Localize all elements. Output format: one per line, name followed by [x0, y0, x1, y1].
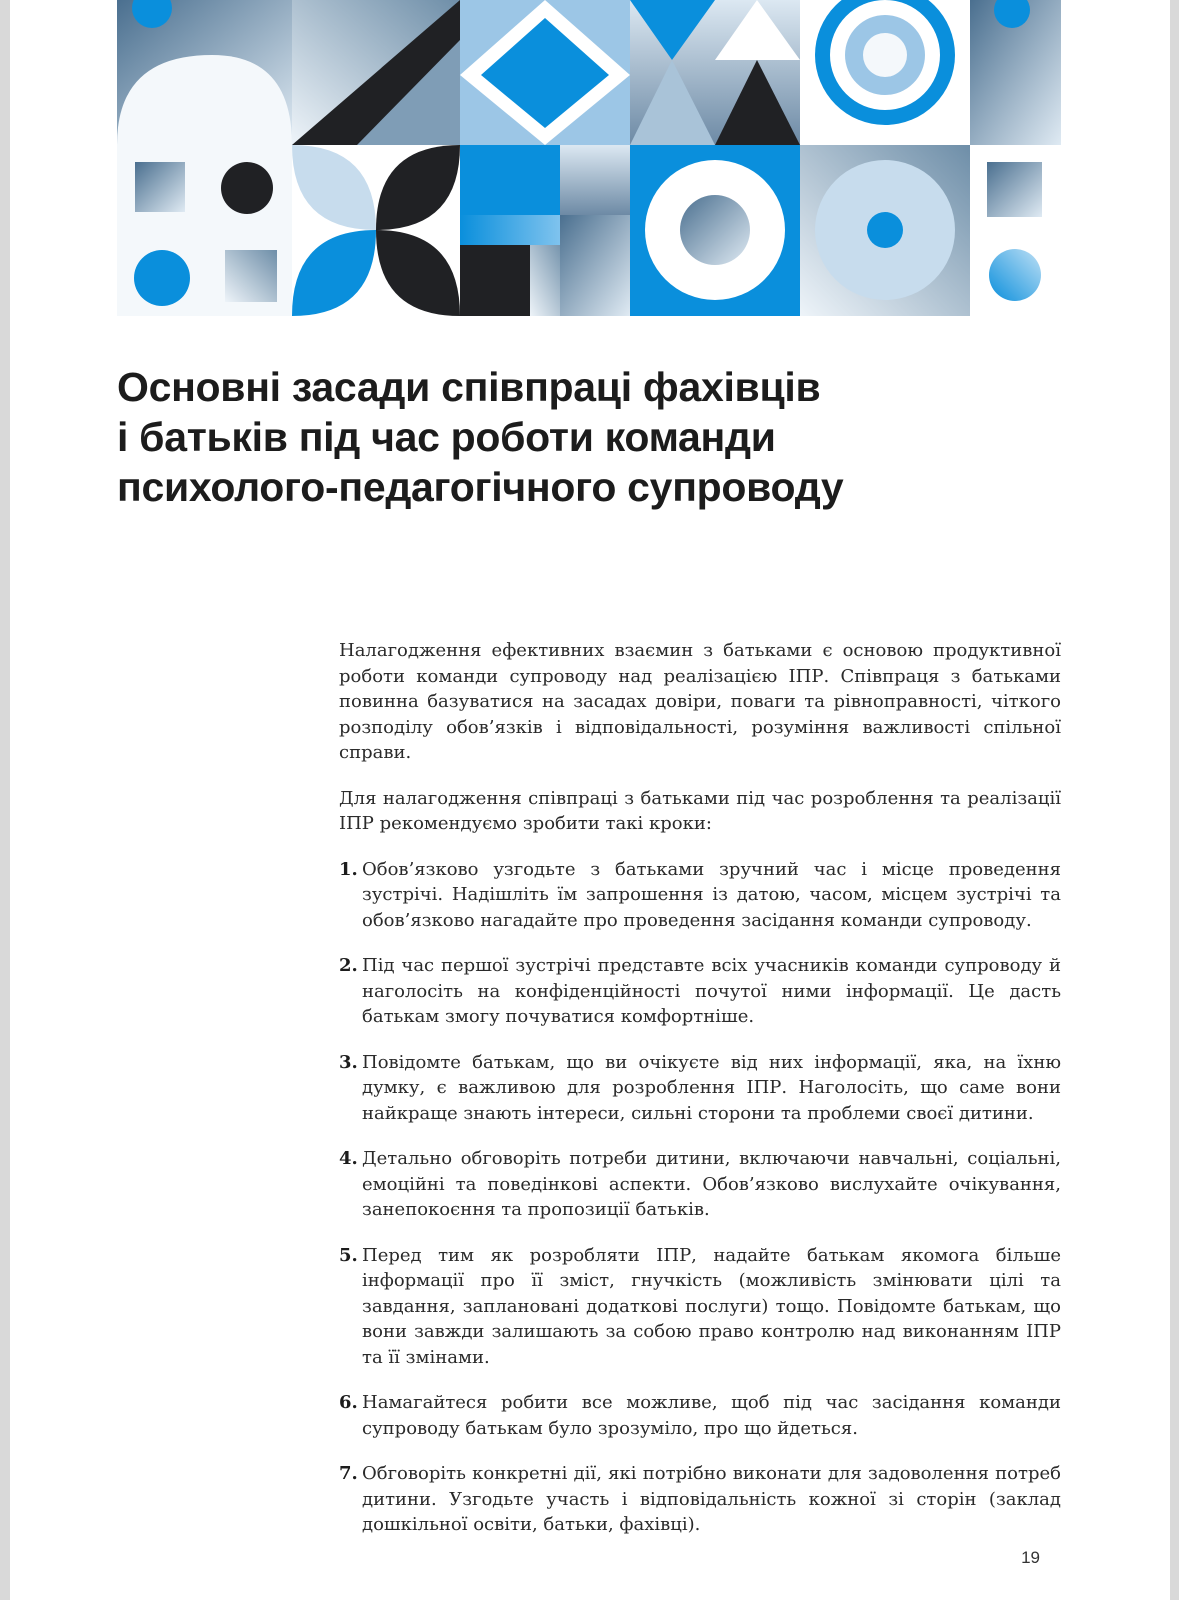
intro-paragraph: Налагодження ефективних взаємин з батьками є основою продуктивної роботи команди супроводу над реалізацією ІПР. Співпраця з батьками повинна базуватися на засадах довіри, поваги та рівноправності, чіткого розподілу обов’язків і відповідальності, розуміння важливості спільної справи. — [339, 640, 1061, 763]
geometric-banner-illustration — [117, 0, 1061, 316]
title-line: і батьків під час роботи команди — [117, 414, 776, 460]
list-item-text: Детально обговоріть потреби дитини, включаючи навчальні, соціальні, емоційні та поведінкові аспекти. Обов’язково вислухайте очікування, занепокоєння та пропозиції батьків. — [362, 1148, 1061, 1220]
document-page — [10, 0, 1170, 1600]
list-item-text: Намагайтеся робити все можливе, щоб під час засідання команди супроводу батькам було зрозуміло, про що йдеться. — [362, 1392, 1061, 1439]
list-item-number: 7. — [339, 1463, 358, 1484]
list-item-number: 3. — [339, 1051, 358, 1073]
list-item-number: 6. — [339, 1392, 358, 1413]
page-number: 19 — [1021, 1548, 1040, 1567]
list-item — [339, 1243, 1061, 1371]
list-item-text: Обговоріть конкретні дії, які потрібно виконати для задоволення потреб дитини. Узгодьте участь і відповідальність кожної зі сторін (заклад дошкільної освіти, батьки, фахівці). — [362, 1463, 1061, 1535]
title-line: Основні засади співпраці фахівців — [117, 364, 821, 410]
list-item-text: Обов’язково узгодьте з батьками зручний час і місце проведення зустрічі. Надішліть їм запрошення із датою, часом, місцем зустрічі та обов’язково нагадайте про проведення засідання команди супроводу. — [362, 858, 1061, 931]
steps-list — [339, 857, 1061, 1538]
list-item-number: 5. — [339, 1244, 358, 1266]
page-title — [117, 362, 1017, 512]
list-item — [339, 1146, 1061, 1223]
list-item — [339, 953, 1061, 1030]
list-item — [339, 1050, 1061, 1127]
list-item-number: 4. — [339, 1148, 358, 1169]
list-item-text: Під час першої зустрічі представте всіх учасників команди супроводу й наголосіть на конфіденційності почутої ними інформації. Це дасть батькам змогу почуватися комфортніше. — [362, 955, 1061, 1027]
list-item — [339, 857, 1061, 934]
list-item — [339, 1390, 1061, 1441]
list-item-number: 2. — [339, 955, 358, 976]
list-item — [339, 1461, 1061, 1538]
title-line: психолого-педагогічного супроводу — [117, 464, 844, 510]
list-item-text: Повідомте батькам, що ви очікуєте від них інформації, яка, на їхню думку, є важливою для розроблення ІПР. Наголосіть, що саме вони найкраще знають інтереси, сильні сторони та проблеми своєї дитини. — [362, 1051, 1061, 1124]
list-item-text: Перед тим як розробляти ІПР, надайте батькам якомога більше інформації про її зміст, гнучкість (можливість змінювати цілі та завдання, заплановані додаткові послуги) тощо. Повідомте батькам, що вони завжди залишають за собою право контролю над виконанням ІПР та її змінами. — [362, 1244, 1061, 1368]
steps-intro-paragraph: Для налагодження співпраці з батьками під час розроблення та реалізації ІПР рекомендуємо зробити такі кроки: — [339, 787, 1061, 834]
body-text — [339, 638, 1061, 1558]
list-item-number: 1. — [339, 858, 358, 880]
